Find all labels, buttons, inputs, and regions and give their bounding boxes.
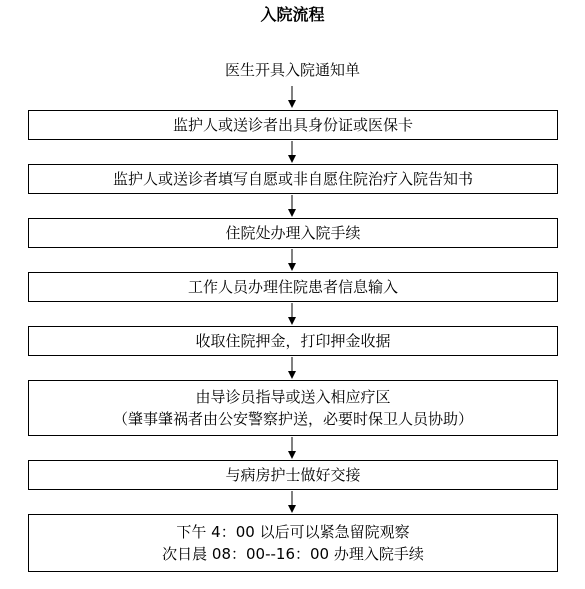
step-text-line-2: （肇事肇祸者由公安警察护送，必要时保卫人员协助）: [112, 410, 473, 428]
step-text: 工作人员办理住院患者信息输入: [187, 278, 398, 296]
step-text: 监护人或送诊者出具身份证或医保卡: [172, 116, 413, 134]
step-text: 收取住院押金，打印押金收据: [195, 332, 391, 350]
step-box-3: [28, 218, 558, 248]
step-text-line-1: 由导诊员指导或送入相应疗区: [195, 388, 391, 406]
step-box-2: [28, 164, 558, 194]
step-box-5: [28, 326, 558, 356]
arrow-down-icon: [287, 357, 297, 379]
step-box-1: [28, 110, 558, 140]
start-node: 医生开具入院通知单: [224, 61, 360, 79]
arrow-down-icon: [287, 86, 297, 108]
step-box-6: [28, 380, 558, 436]
step-text-line-2: 次日晨 08：00--16：00 办理入院手续: [162, 545, 424, 563]
arrow-down-icon: [287, 491, 297, 513]
arrow-down-icon: [287, 303, 297, 325]
arrow-down-icon: [287, 437, 297, 459]
step-text: 监护人或送诊者填写自愿或非自愿住院治疗入院告知书: [112, 170, 473, 188]
step-text: 与病房护士做好交接: [225, 466, 361, 484]
arrow-down-icon: [287, 141, 297, 163]
flowchart-title: 入院流程: [260, 5, 325, 24]
step-text-line-1: 下午 4：00 以后可以紧急留院观察: [176, 523, 410, 541]
step-box-7: [28, 460, 558, 490]
step-box-8: [28, 514, 558, 572]
arrow-down-icon: [287, 195, 297, 217]
arrow-down-icon: [287, 249, 297, 271]
step-text: 住院处办理入院手续: [225, 224, 361, 242]
step-box-4: [28, 272, 558, 302]
